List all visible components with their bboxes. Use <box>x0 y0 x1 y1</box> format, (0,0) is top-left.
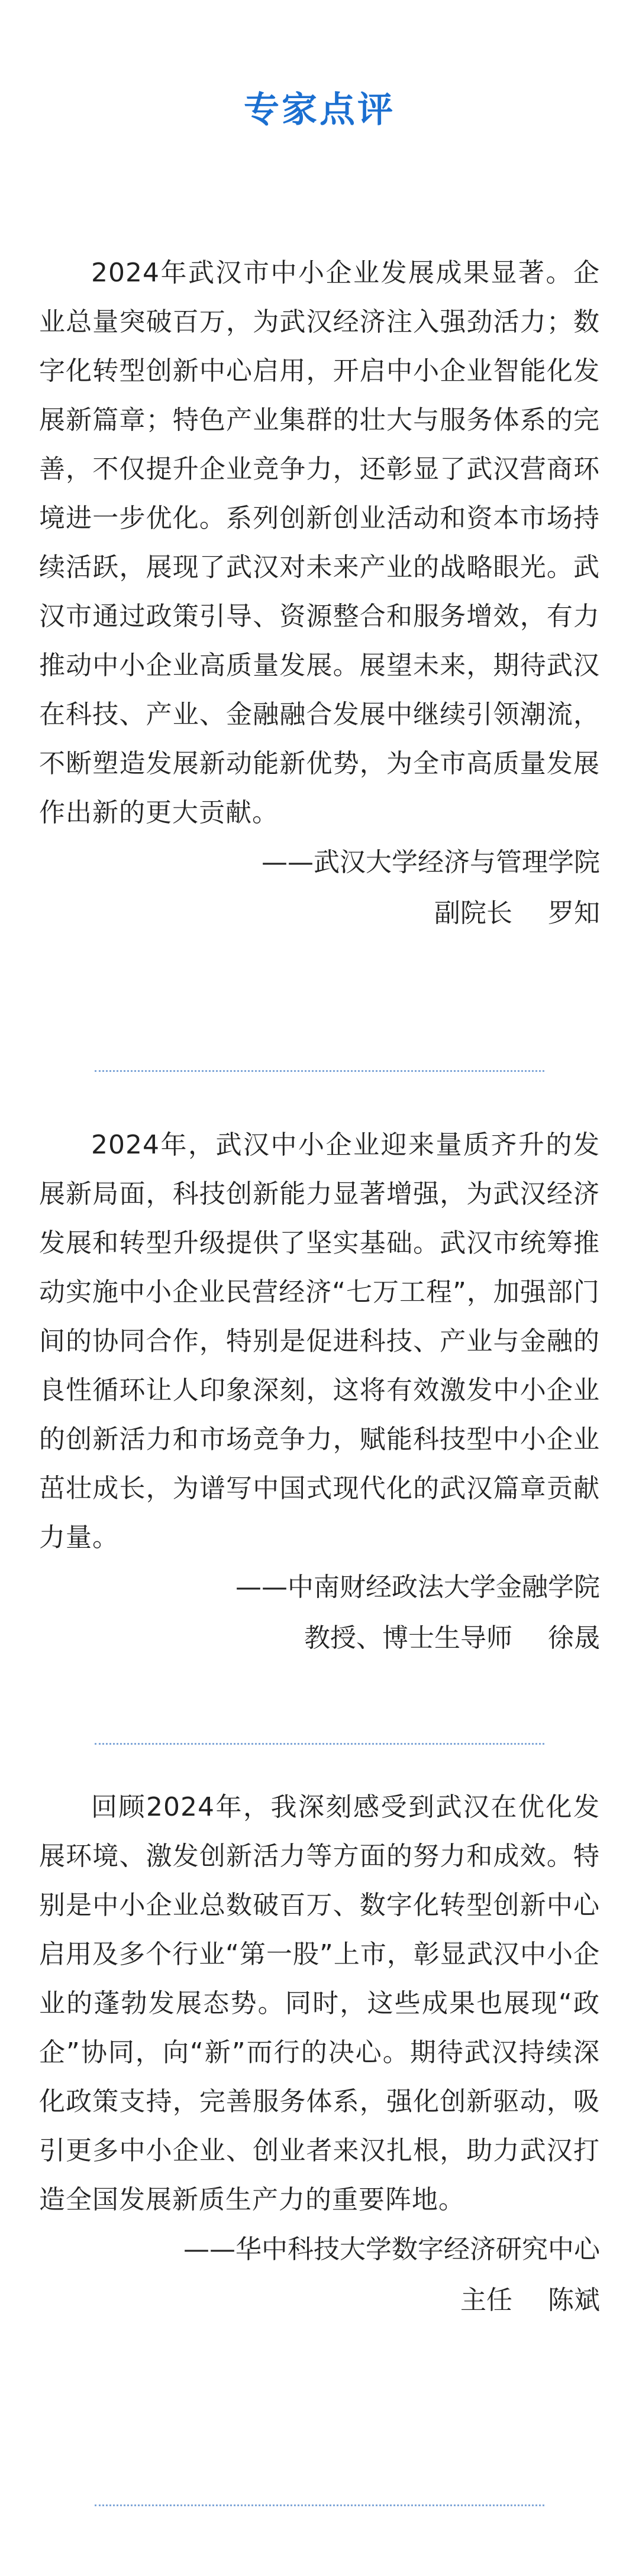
expert-comment-1 <box>39 248 600 939</box>
signer-name: 陈斌 <box>548 2285 600 2315</box>
comment-body: 回顾2024年，我深刻感受到武汉在优化发展环境、激发创新活力等方面的努力和成效。特别是中小企业总数破百万、数字化转型创新中心启用及多个行业“第一股”上市，彰显武汉中小企业的蓬勃发展态势。同时，这些成果也展现“政企”协同，向“新”而行的决心。期待武汉持续深化政策支持，完善服务体系，强化创新驱动，吸引更多中小企业、创业者来汉扎根，助力武汉打造全国发展新质生产力的重要阵地。 <box>39 1792 600 2215</box>
signer-name: 罗知 <box>548 898 600 928</box>
comment-body: 2024年武汉市中小企业发展成果显著。企业总量突破百万，为武汉经济注入强劲活力；数字化转型创新中心启用，开启中小企业智能化发展新篇章；特色产业集群的壮大与服务体系的完善，不仅提升企业竞争力，还彰显了武汉营商环境进一步优化。系列创新创业活动和资本市场持续活跃，展现了武汉对未来产业的战略眼光。武汉市通过政策引导、资源整合和服务增效，有力推动中小企业高质量发展。展望未来，期待武汉在科技、产业、金融融合发展中继续引领潮流，不断塑造发展新动能新优势，为全市高质量发展作出新的更大贡献。 <box>39 258 600 828</box>
section-divider <box>95 1743 544 1745</box>
page-title: 专家点评 <box>244 89 395 131</box>
comment-signature <box>39 2275 600 2326</box>
section-divider <box>95 2504 544 2506</box>
comment-organization: ——华中科技大学数字经济研究中心 <box>183 2234 600 2264</box>
expert-comment-2 <box>39 1120 600 1664</box>
comment-organization: ——武汉大学经济与管理学院 <box>262 847 600 877</box>
signer-title: 教授、博士生导师 <box>304 1623 512 1653</box>
comment-signature <box>39 1613 600 1664</box>
comment-organization: ——中南财经政法大学金融学院 <box>235 1572 600 1602</box>
signer-title: 副院长 <box>434 898 512 928</box>
section-divider <box>95 1070 544 1072</box>
comment-signature <box>39 888 600 939</box>
signer-name: 徐晟 <box>548 1623 600 1653</box>
comment-body: 2024年，武汉中小企业迎来量质齐升的发展新局面，科技创新能力显著增强，为武汉经济发展和转型升级提供了坚实基础。武汉市统筹推动实施中小企业民营经济“七万工程”，加强部门间的协同合作，特别是促进科技、产业与金融的良性循环让人印象深刻，这将有效激发中小企业的创新活力和市场竞争力，赋能科技型中小企业茁壮成长，为谱写中国式现代化的武汉篇章贡献力量。 <box>39 1130 600 1553</box>
expert-comment-3 <box>39 1783 600 2326</box>
signer-title: 主任 <box>460 2285 512 2315</box>
